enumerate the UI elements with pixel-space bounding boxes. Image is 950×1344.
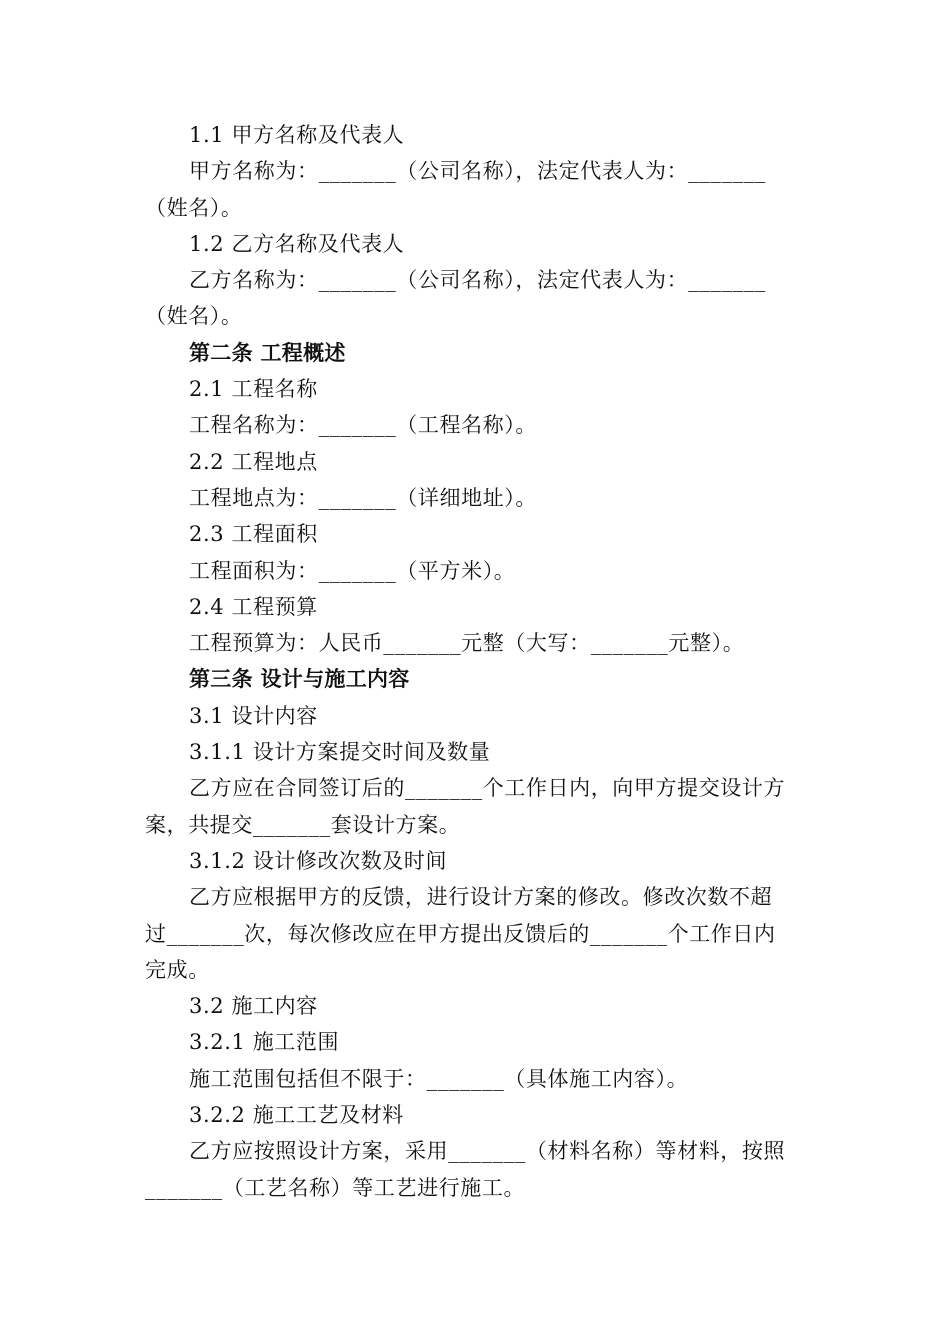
paragraph-line: _______（工艺名称）等工艺进行施工。	[145, 1175, 526, 1200]
paragraph-line: 工程名称为：_______（工程名称）。	[189, 413, 537, 438]
paragraph-line: 甲方名称为：_______（公司名称），法定代表人为：_______	[189, 159, 766, 184]
section-heading-1-2: 1.2 乙方名称及代表人	[189, 231, 405, 256]
section-heading-3-2: 3.2 施工内容	[189, 994, 318, 1019]
section-heading-3-2-2: 3.2.2 施工工艺及材料	[189, 1103, 404, 1128]
section-heading-2-4: 2.4 工程预算	[189, 594, 318, 619]
paragraph-line: 乙方名称为：_______（公司名称），法定代表人为：_______	[189, 268, 766, 293]
paragraph-line: 过_______次，每次修改应在甲方提出反馈后的_______个工作日内	[145, 921, 776, 946]
paragraph-line: 案，共提交_______套设计方案。	[145, 812, 461, 837]
paragraph-line: 工程预算为：人民币_______元整（大写：_______元整）。	[189, 631, 745, 656]
section-heading-3-1-1: 3.1.1 设计方案提交时间及数量	[189, 740, 491, 765]
paragraph-line: 乙方应在合同签订后的_______个工作日内，向甲方提交设计方	[189, 776, 786, 801]
paragraph-line: （姓名）。	[145, 304, 243, 329]
section-heading-2-3: 2.3 工程面积	[189, 522, 318, 547]
paragraph-line: 乙方应根据甲方的反馈，进行设计方案的修改。修改次数不超	[189, 885, 773, 910]
article-heading-2: 第二条 工程概述	[189, 340, 346, 365]
article-heading-3: 第三条 设计与施工内容	[189, 667, 410, 692]
section-heading-3-2-1: 3.2.1 施工范围	[189, 1030, 340, 1055]
paragraph-line: 工程地点为：_______（详细地址）。	[189, 485, 537, 510]
paragraph-line: 施工范围包括但不限于：_______（具体施工内容）。	[189, 1066, 689, 1091]
paragraph-line: （姓名）。	[145, 195, 243, 220]
section-heading-1-1: 1.1 甲方名称及代表人	[189, 123, 405, 147]
section-heading-2-1: 2.1 工程名称	[189, 377, 318, 402]
paragraph-line: 工程面积为：_______（平方米）。	[189, 558, 516, 583]
section-heading-2-2: 2.2 工程地点	[189, 449, 318, 474]
paragraph-line: 乙方应按照设计方案，采用_______（材料名称）等材料，按照	[189, 1139, 786, 1164]
section-heading-3-1-2: 3.1.2 设计修改次数及时间	[189, 848, 448, 873]
paragraph-line: 完成。	[145, 957, 210, 982]
document-body	[145, 117, 810, 1206]
section-heading-3-1: 3.1 设计内容	[189, 703, 318, 728]
